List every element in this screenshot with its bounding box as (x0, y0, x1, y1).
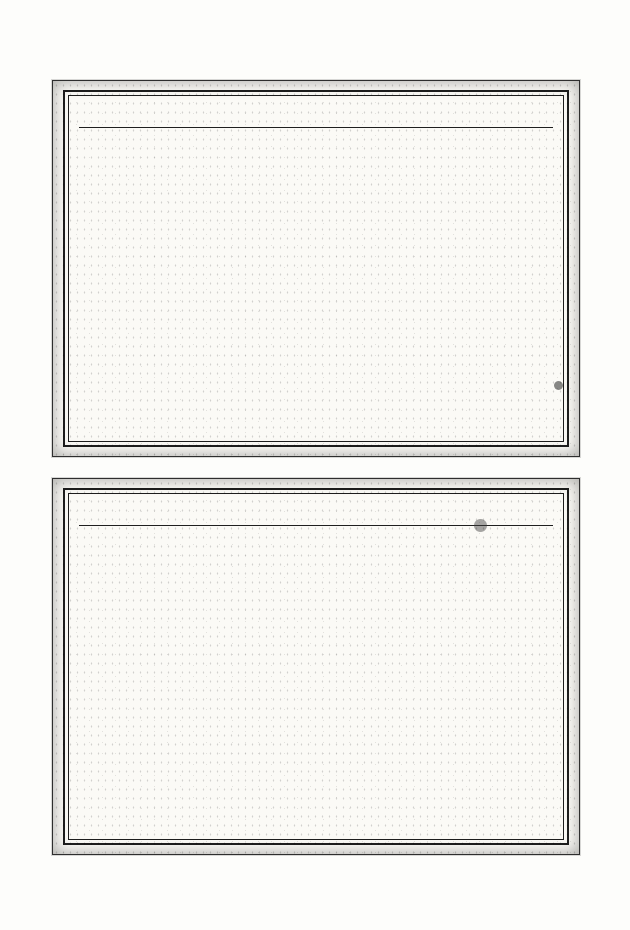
text-columns-bottom (80, 528, 552, 829)
scan-plate-top (52, 80, 580, 457)
header-strip-top (79, 105, 553, 128)
text-columns-top (80, 130, 552, 431)
running-head (572, 44, 586, 60)
scan-plate-bottom (52, 478, 580, 855)
block-frame-bottom (63, 488, 569, 845)
block-frame-top (63, 90, 569, 447)
ink-blotch-icon (474, 519, 487, 532)
ink-blotch-icon (554, 381, 563, 390)
